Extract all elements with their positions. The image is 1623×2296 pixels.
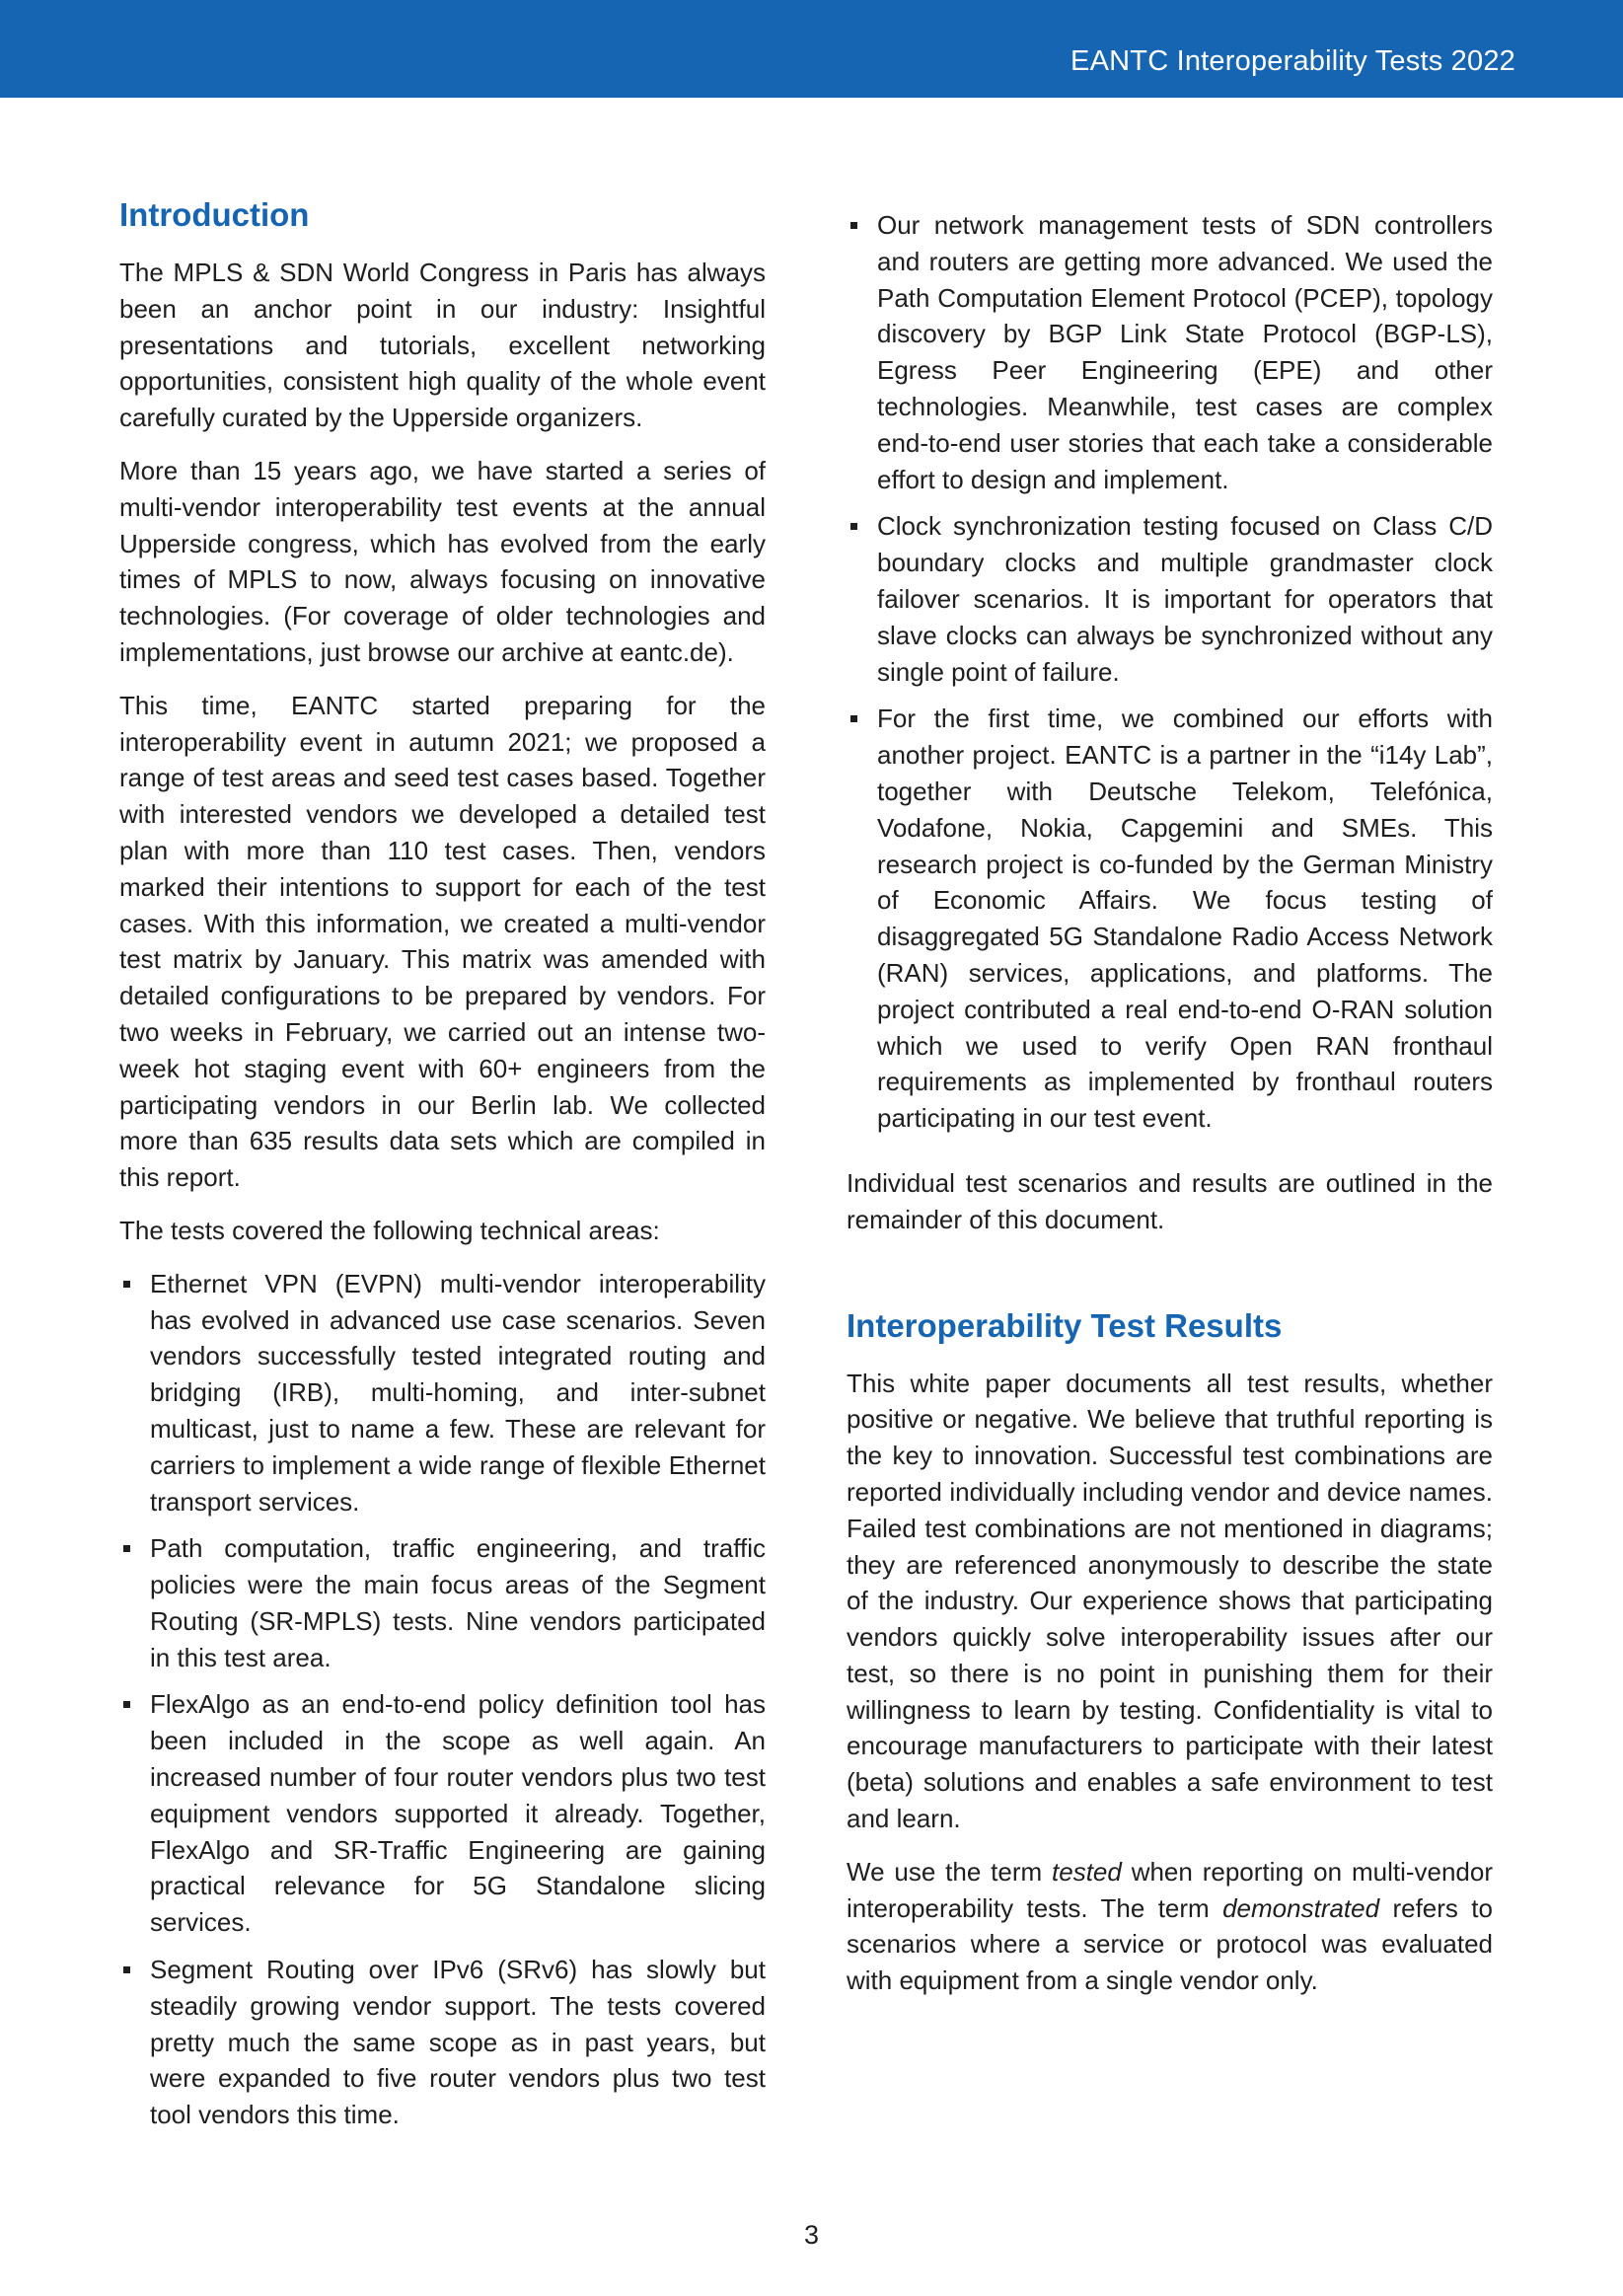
summary-paragraph: Individual test scenarios and results are outlined in the remainder of this document. bbox=[847, 1167, 1493, 1234]
test-results-heading: Interoperability Test Results bbox=[847, 1306, 1283, 1344]
square-bullet-icon bbox=[850, 222, 857, 229]
list-item bbox=[847, 701, 1493, 1137]
list-item-text: Path computation, traffic engineering, and traffic policies were the main focus areas of the Segment Routing (SR-MPLS) tests. Nine vendors participated in this test area. bbox=[150, 1533, 766, 1672]
text-segment: refers to scenarios where a service or protocol was evaluated with equipment from a single vendor only. bbox=[847, 1892, 1493, 1996]
list-item-text: Clock synchronization testing focused on Class C/D boundary clocks and multiple grandmaster clock failover scenarios. It is important for operators that slave clocks can always be synchronized without any single point of failure. bbox=[877, 511, 1493, 687]
list-item bbox=[847, 207, 1493, 497]
list-item bbox=[119, 1686, 766, 1941]
intro-paragraph: More than 15 years ago, we have started a series of multi-vendor interoperability test events at the annual Upperside congress, which has evolved from the early times of MPLS to now, always focusing on innovative technologies. (For coverage of older technologies and implementations, just browse our archive at eantc.de). bbox=[119, 455, 766, 667]
spacer bbox=[847, 1153, 1493, 1165]
right-column bbox=[847, 207, 1493, 2016]
page-number: 3 bbox=[803, 2220, 820, 2250]
header-title: EANTC Interoperability Tests 2022 bbox=[1070, 45, 1515, 77]
text-segment: when reporting on multi-vendor interoperability tests. The term bbox=[847, 1856, 1493, 1923]
technical-areas-list bbox=[119, 1266, 766, 2133]
square-bullet-icon bbox=[123, 1545, 130, 1552]
list-item-text: For the first time, we combined our efforts with another project. EANTC is a partner in the “i14y Lab”, together with Deutsche Telekom, Telefónica, Vodafone, Nokia, Capgemini and SMEs. This research project is co-funded by the German Ministry of Economic Affairs. We focus testing of disaggregated 5G Standalone Radio Access Network (RAN) services, applications, and platforms. The project contributed a real end-to-end O-RAN solution which we used to verify Open RAN fronthaul requirements as implemented by fronthaul routers participating in our test event. bbox=[877, 704, 1493, 1134]
list-item bbox=[119, 1952, 766, 2133]
terminology-paragraph bbox=[847, 1854, 1493, 1999]
spacer bbox=[847, 1255, 1493, 1304]
list-item-text: Ethernet VPN (EVPN) multi-vendor interoperability has evolved in advanced use case scenarios. Seven vendors successfully tested integrated routing and bridging (IRB), multi-homing, and inter-subnet multicast, just to name a few. These are relevant for carriers to implement a wide range of flexible Ethernet transport services. bbox=[150, 1268, 766, 1517]
square-bullet-icon bbox=[850, 523, 857, 530]
intro-paragraph: The MPLS & SDN World Congress in Paris has always been an anchor point in our industry: Insightful presentations and tutorials, excellent networking opportunities, consistent high quality of the whole event carefully curated by the Upperside organizers. bbox=[119, 258, 766, 433]
list-item-text: FlexAlgo as an end-to-end policy definition tool has been included in the scope as well again. An increased number of four router vendors plus two test equipment vendors supported it already. Together, FlexAlgo and SR-Traffic Engineering are gaining practical relevance for 5G Standalone slicing services. bbox=[150, 1689, 766, 1938]
intro-paragraph: This time, EANTC started preparing for the interoperability event in autumn 2021; we proposed a range of test areas and seed test cases based. Together with interested vendors we developed a detailed test plan with more than 110 test cases. Then, vendors marked their intentions to support for each of the test cases. With this information, we created a multi-vendor test matrix by January. This matrix was amended with detailed configurations to be prepared by vendors. For two weeks in February, we carried out an intense two-week hot staging event with 60+ engineers from the participating vendors in our Berlin lab. We collected more than 635 results data sets which are compiled in this report. bbox=[119, 690, 766, 1193]
results-paragraph: This white paper documents all test results, whether positive or negative. We believe that truthful reporting is the key to innovation. Successful test combinations are reported individually including vendor and device names. Failed test combinations are not mentioned in diagrams; they are referenced anonymously to describe the state of the industry. Our experience shows that participating vendors quickly solve interoperability issues after our test, so there is no point in punishing them for their willingness to learn by testing. Confidentiality is vital to encourage manufacturers to participate with their latest (beta) solutions and enables a safe environment to test and learn. bbox=[847, 1368, 1493, 1834]
square-bullet-icon bbox=[123, 1281, 130, 1288]
list-item bbox=[119, 1266, 766, 1520]
header-band bbox=[0, 0, 1623, 98]
square-bullet-icon bbox=[850, 715, 857, 722]
term-demonstrated: demonstrated bbox=[1222, 1892, 1380, 1923]
square-bullet-icon bbox=[123, 1966, 130, 1973]
introduction-heading: Introduction bbox=[119, 196, 310, 233]
list-item bbox=[119, 1530, 766, 1675]
list-item-text: Our network management tests of SDN controllers and routers are getting more advanced. We used the Path Computation Element Protocol (PCEP), topology discovery by BGP Link State Protocol (BGP-LS), Egress Peer Engineering (EPE) and other technologies. Meanwhile, test cases are complex end-to-end user stories that each take a considerable effort to design and implement. bbox=[877, 210, 1493, 494]
term-tested: tested bbox=[1052, 1856, 1122, 1887]
list-item-text: Segment Routing over IPv6 (SRv6) has slowly but steadily growing vendor support. The tests covered pretty much the same scope as in past years, but were expanded to five router vendors plus two test tool vendors this time. bbox=[150, 1955, 766, 2130]
list-item bbox=[847, 508, 1493, 690]
text-segment: We use the term bbox=[847, 1856, 1053, 1887]
technical-areas-list-continued bbox=[847, 207, 1493, 1137]
square-bullet-icon bbox=[123, 1701, 130, 1708]
left-column bbox=[119, 193, 766, 2150]
intro-paragraph: The tests covered the following technical areas: bbox=[119, 1215, 660, 1245]
